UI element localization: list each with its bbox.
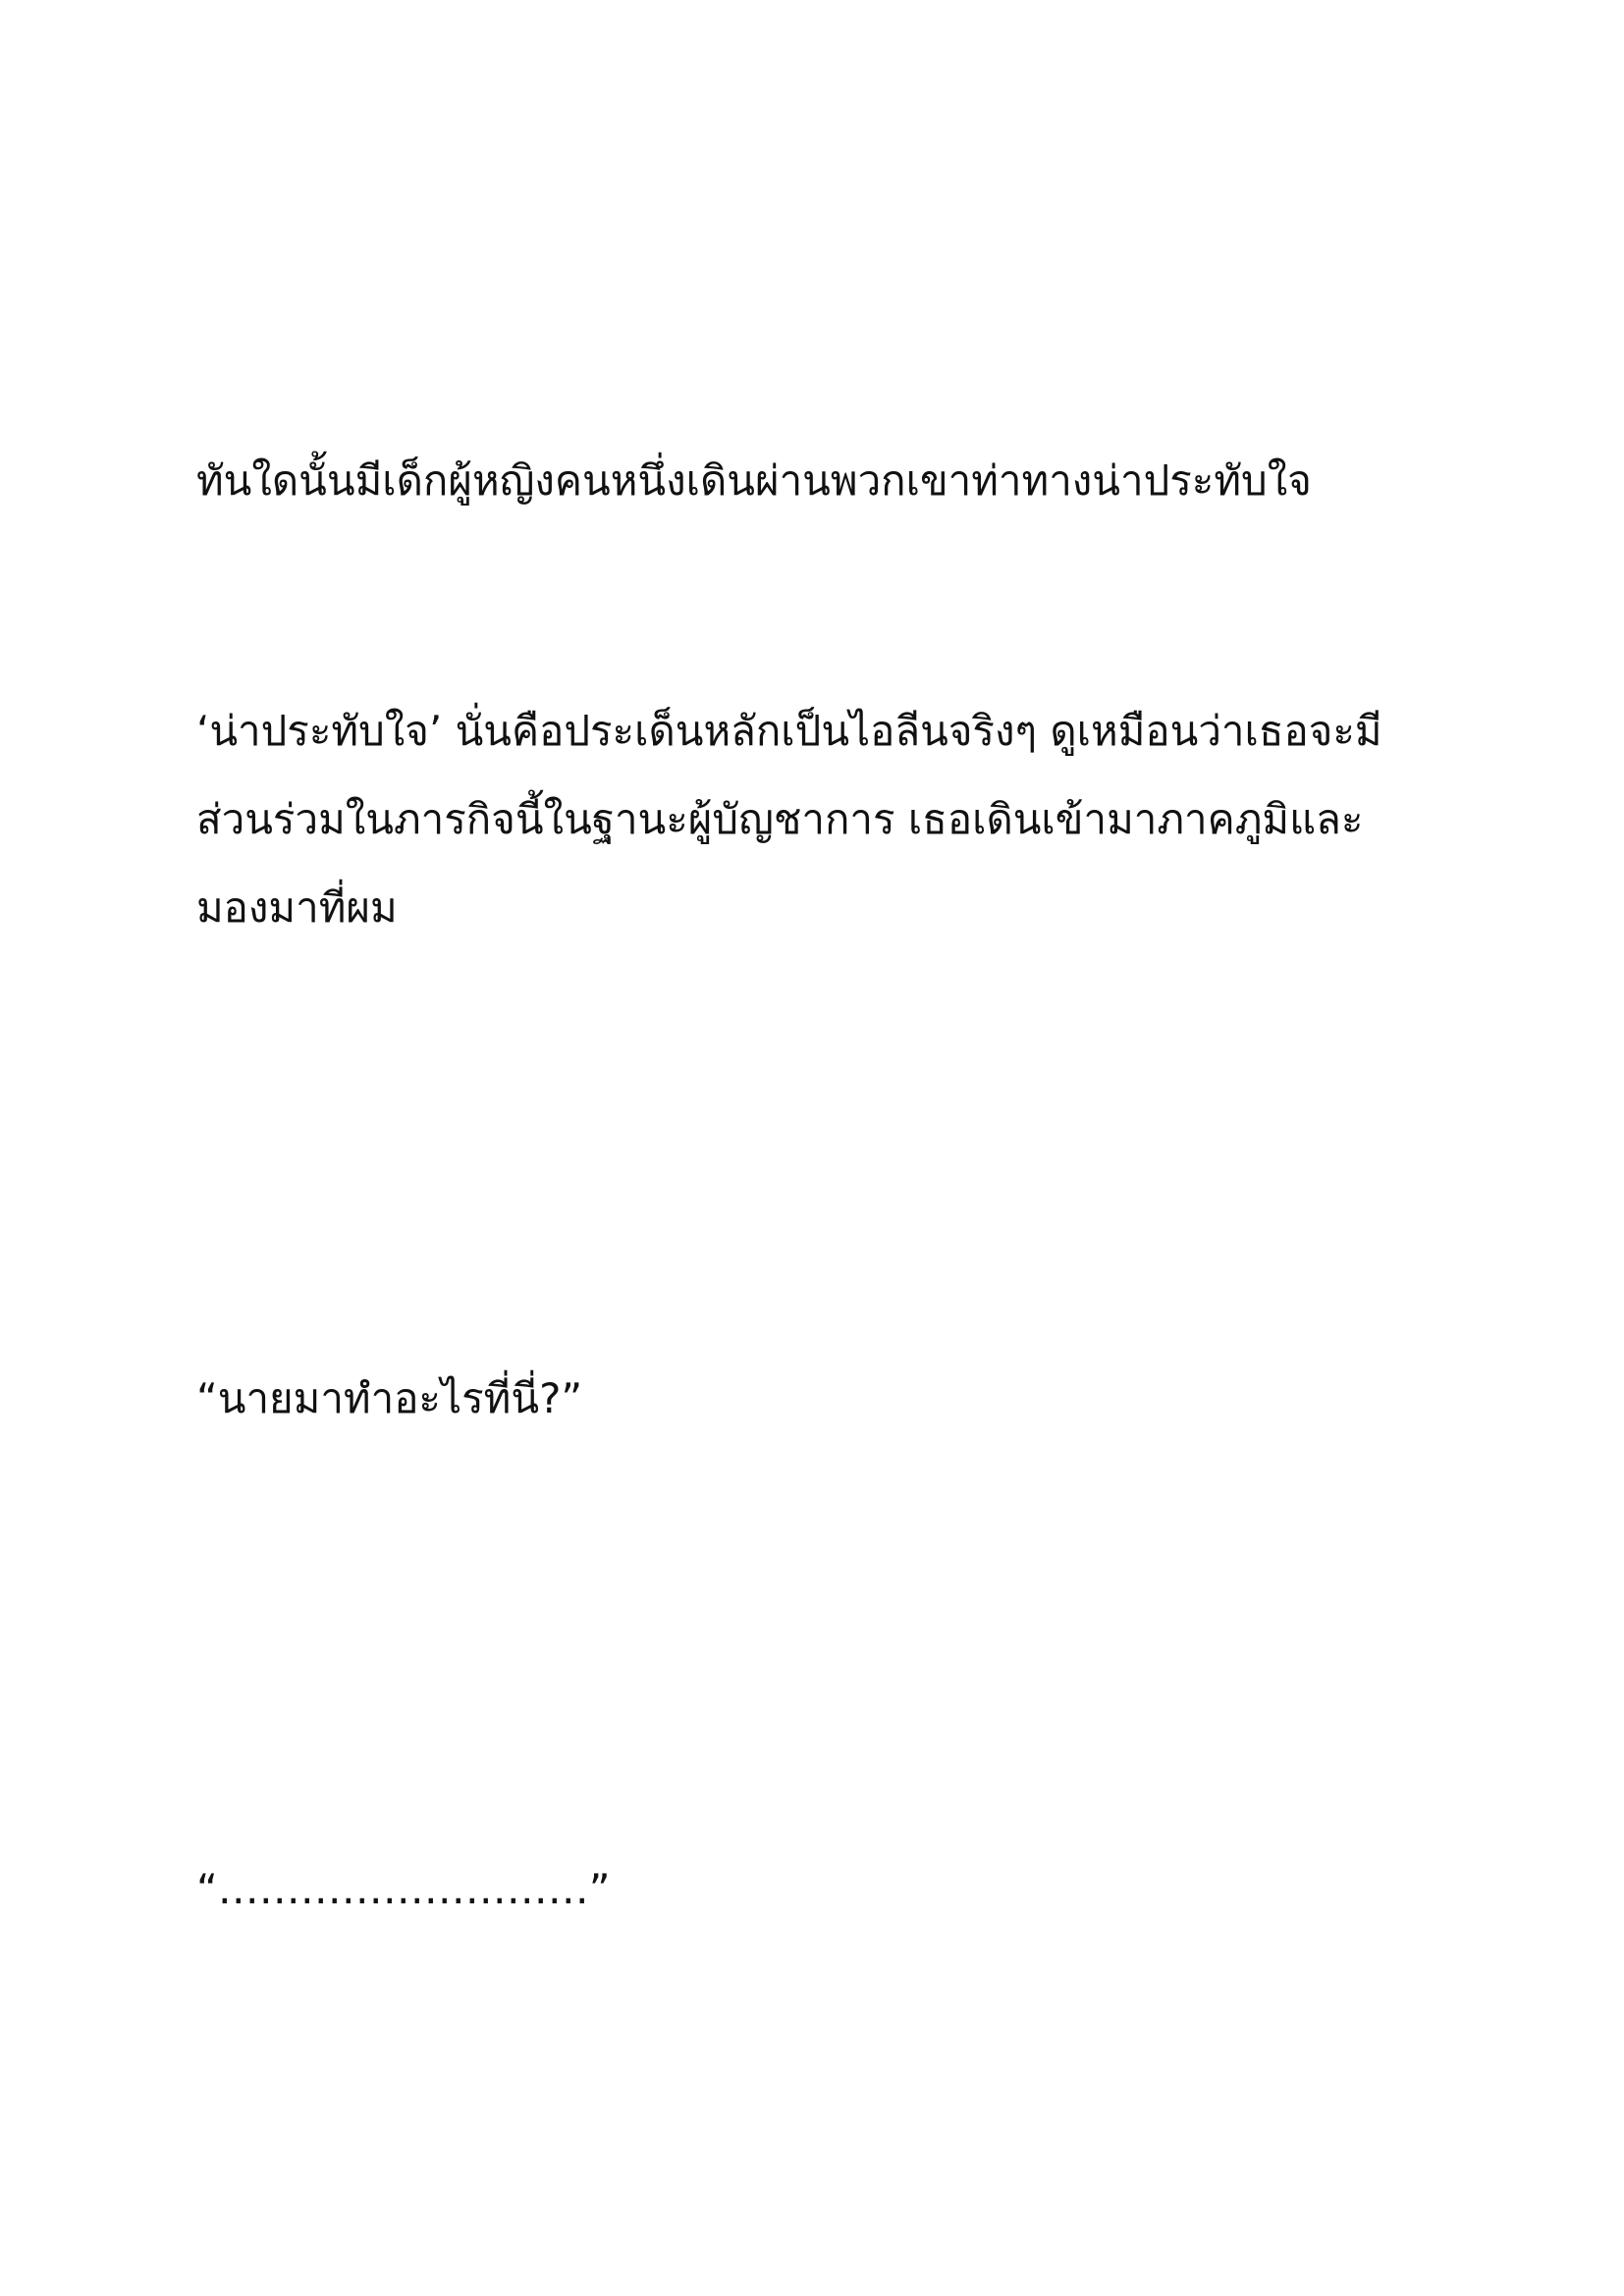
text-line: ส่วนร่วมในภารกิจนี้ในฐานะผู้บัญชาการ เธอเดินเข้ามาภาคภูมิและ — [196, 795, 1364, 843]
text-line: “………………………” — [196, 1865, 611, 1913]
dialogue-line-2 — [196, 1845, 1434, 1934]
dialogue-line-1 — [196, 1355, 1434, 1443]
text-line: ทันใดนั้นมีเด็กผู้หญิงคนหนึ่งเดินผ่านพวกเขาท่าทางน่าประทับใจ — [196, 456, 1312, 505]
narration-paragraph-1 — [196, 437, 1434, 525]
narration-paragraph-2 — [196, 687, 1434, 952]
text-line: มองมาที่ผม — [196, 883, 398, 932]
text-line: “นายมาทำอะไรที่นี่?” — [196, 1374, 583, 1422]
text-line: ‘น่าประทับใจ’ นั่นคือประเด็นหลักเป็นไอลีนจริงๆ ดูเหมือนว่าเธอจะมี — [196, 707, 1382, 755]
